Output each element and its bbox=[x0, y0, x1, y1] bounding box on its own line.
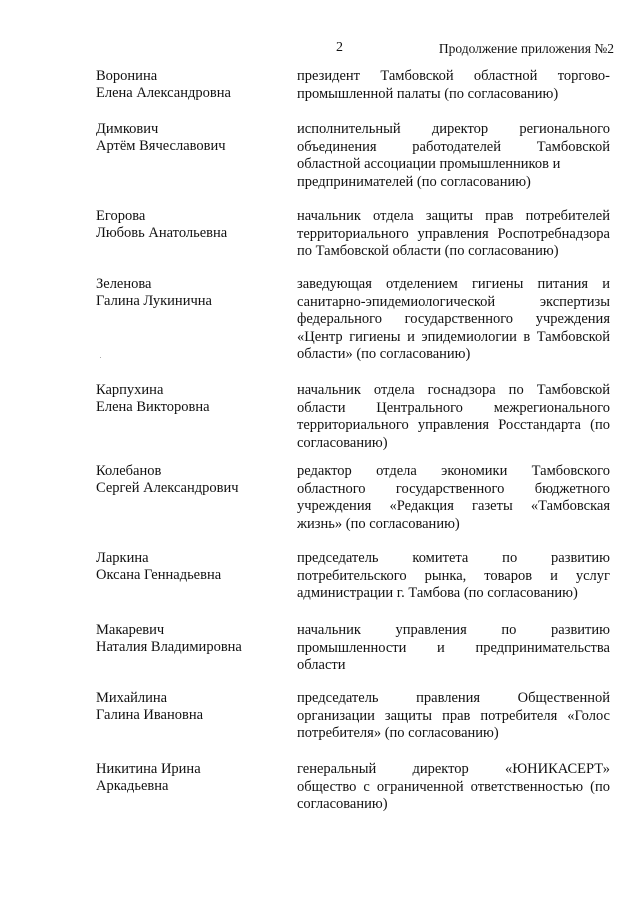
member-position bbox=[297, 208, 610, 261]
member-position-line: области Центрального межрегионального bbox=[297, 399, 610, 416]
member-position-line: заведующая отделением гигиены питания и bbox=[297, 276, 610, 292]
member-position-line: начальник отдела госнадзора по Тамбовской bbox=[297, 382, 610, 398]
member-position bbox=[297, 690, 610, 743]
member-position bbox=[297, 761, 610, 814]
member-position-line: согласованию) bbox=[297, 796, 388, 812]
member-position-line: области» (по согласованию) bbox=[297, 346, 471, 362]
member-position-line: по Тамбовской области (по согласованию) bbox=[297, 243, 559, 259]
member-position-line: начальник управления по развитию bbox=[297, 622, 610, 638]
page-number: 2 bbox=[336, 40, 343, 55]
member-position bbox=[297, 622, 610, 675]
member-name-line: Любовь Анатольевна bbox=[96, 225, 228, 241]
member-position bbox=[297, 382, 610, 452]
member-name-line: Оксана Геннадьевна bbox=[96, 567, 222, 583]
member-name-line: Аркадьевна bbox=[96, 778, 169, 794]
member-name-line: Елена Викторовна bbox=[96, 399, 210, 415]
member-position-line: учреждения «Редакция газеты «Тамбовская bbox=[297, 498, 610, 514]
member-name bbox=[96, 622, 286, 656]
member-name bbox=[96, 121, 286, 155]
member-position bbox=[297, 550, 610, 603]
member-position-line: президент Тамбовской областной торгово- bbox=[297, 68, 610, 84]
member-position-line: начальник отдела защиты прав потребителей bbox=[297, 208, 610, 224]
member-name bbox=[96, 761, 286, 795]
member-position-line: областной ассоциации промышленников и bbox=[297, 156, 561, 172]
member-position-line: администрации г. Тамбова (по согласованию) bbox=[297, 585, 578, 601]
member-name-line: Димкович bbox=[96, 121, 159, 137]
member-position-line: объединения работодателей Тамбовской bbox=[297, 138, 610, 155]
member-name-line: Никитина Ирина bbox=[96, 761, 201, 777]
member-name-line: Наталия Владимировна bbox=[96, 639, 242, 655]
member-name bbox=[96, 68, 286, 102]
member-name-line: Михайлина bbox=[96, 690, 168, 706]
member-position-line: санитарно-эпидемиологической экспертизы bbox=[297, 293, 610, 310]
member-position-line: промышленной палаты (по согласованию) bbox=[297, 85, 559, 102]
member-position bbox=[297, 121, 610, 191]
member-position bbox=[297, 463, 610, 533]
member-position bbox=[297, 68, 610, 103]
member-position-line: потребительского рынка, товаров и услуг bbox=[297, 567, 610, 584]
scan-artifact bbox=[100, 357, 101, 358]
member-position-line: организации защиты прав потребителя «Голос bbox=[297, 707, 610, 724]
member-name-line: Воронина bbox=[96, 68, 158, 84]
member-position-line: редактор отдела экономики Тамбовского bbox=[297, 463, 610, 479]
member-name-line: Макаревич bbox=[96, 622, 165, 638]
member-position-line: федерального государственного учреждения bbox=[297, 311, 610, 327]
member-position-line: промышленности и предпринимательства bbox=[297, 639, 610, 656]
member-position-line: генеральный директор «ЮНИКАСЕРТ» bbox=[297, 761, 610, 777]
member-name-line: Елена Александровна bbox=[96, 85, 231, 101]
member-name-line: Сергей Александрович bbox=[96, 480, 239, 496]
member-position bbox=[297, 276, 610, 364]
member-position-line: «Центр гигиены и эпидемиологии в Тамбовской bbox=[297, 328, 610, 345]
member-name bbox=[96, 382, 286, 416]
member-name-line: Карпухина bbox=[96, 382, 164, 398]
member-position-line: председатель правления Общественной bbox=[297, 690, 610, 706]
member-name-line: Артём Вячеславович bbox=[96, 138, 226, 154]
member-name bbox=[96, 276, 286, 310]
member-position-line: потребителя» (по согласованию) bbox=[297, 725, 499, 741]
member-position-line: общество с ограниченной ответственностью (по bbox=[297, 778, 610, 795]
member-name bbox=[96, 208, 286, 242]
member-position-line: территориального управления Росстандарта (по bbox=[297, 417, 610, 433]
member-name-line: Колебанов bbox=[96, 463, 162, 479]
member-position-line: председатель комитета по развитию bbox=[297, 550, 610, 566]
member-name bbox=[96, 690, 286, 724]
member-position-line: областного государственного бюджетного bbox=[297, 480, 610, 497]
member-name-line: Галина Лукинична bbox=[96, 293, 212, 309]
member-name-line: Зеленова bbox=[96, 276, 152, 292]
continuation-label: Продолжение приложения №2 bbox=[438, 41, 614, 56]
member-position-line: согласованию) bbox=[297, 434, 388, 451]
member-position-line: территориального управления Роспотребнадзора bbox=[297, 225, 610, 242]
member-name-line: Егорова bbox=[96, 208, 146, 224]
member-name bbox=[96, 463, 286, 497]
member-position-line: предпринимателей (по согласованию) bbox=[297, 173, 531, 190]
member-position-line: области bbox=[297, 657, 346, 673]
member-name-line: Ларкина bbox=[96, 550, 149, 566]
member-position-line: исполнительный директор регионального bbox=[297, 121, 610, 137]
member-name-line: Галина Ивановна bbox=[96, 707, 204, 723]
member-position-line: жизнь» (по согласованию) bbox=[297, 515, 460, 532]
member-name bbox=[96, 550, 286, 584]
